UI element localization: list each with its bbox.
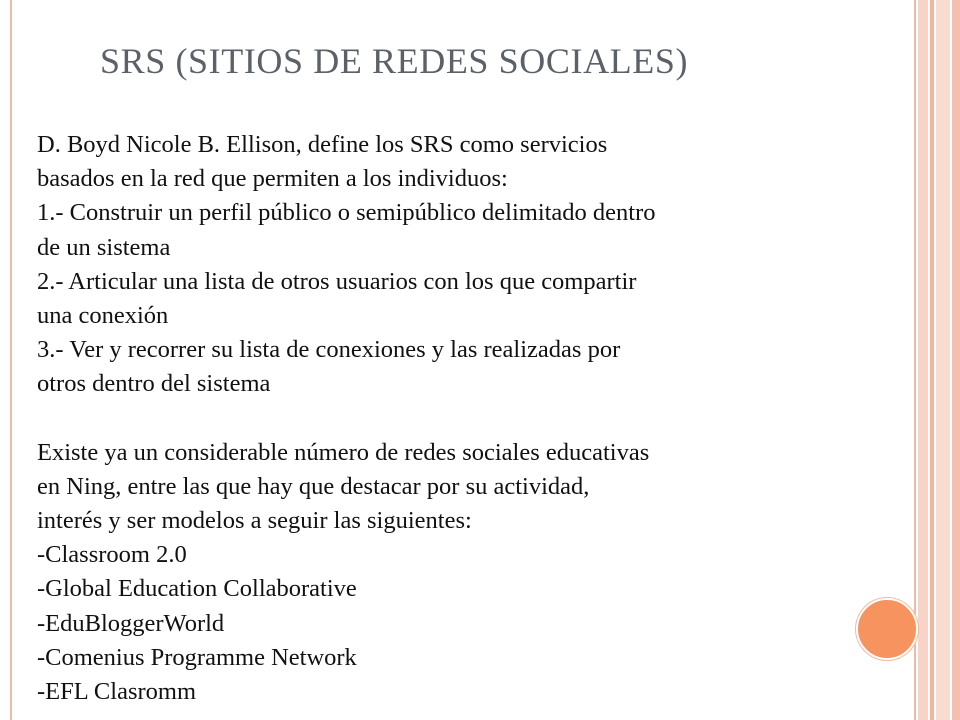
network-item: -EduBloggerWorld [37,609,225,637]
point-line: una conexión [37,301,169,329]
network-item: -EFL Clasromm [37,678,197,705]
network-item: -Global Education Collaborative [37,575,357,603]
point-line: 2.- Articular una lista de otros usuarios con los que compartir [37,267,637,295]
decorative-stripe [936,0,950,720]
network-item: -Classroom 2.0 [37,541,187,569]
intro-line: D. Boyd Nicole B. Ellison, define los SRS como servicios [37,131,608,158]
paragraph-line: Existe ya un considerable número de redes sociales educativas [37,438,650,466]
decorative-stripe [930,0,934,720]
decorative-stripe [918,0,928,720]
paragraph-line: interés y ser modelos a seguir las siguientes: [37,507,472,535]
point-line: otros dentro del sistema [37,370,271,398]
point-line: 1.- Construir un perfil público o semipúblico delimitado dentro [37,199,656,227]
paragraph-line: en Ning, entre las que hay que destacar por su actividad, [37,472,590,500]
point-line: de un sistema [37,233,171,261]
paragraph-spacer [37,402,897,436]
decorative-stripe [952,0,960,720]
slide-title: SRS (SITIOS DE REDES SOCIALES) [100,41,689,81]
slide-body [37,128,897,709]
intro-line: basados en la red que permiten a los individuos: [37,165,508,193]
network-item: -Comenius Programme Network [37,643,357,671]
point-line: 3.- Ver y recorrer su lista de conexiones y las realizadas por [37,336,621,364]
